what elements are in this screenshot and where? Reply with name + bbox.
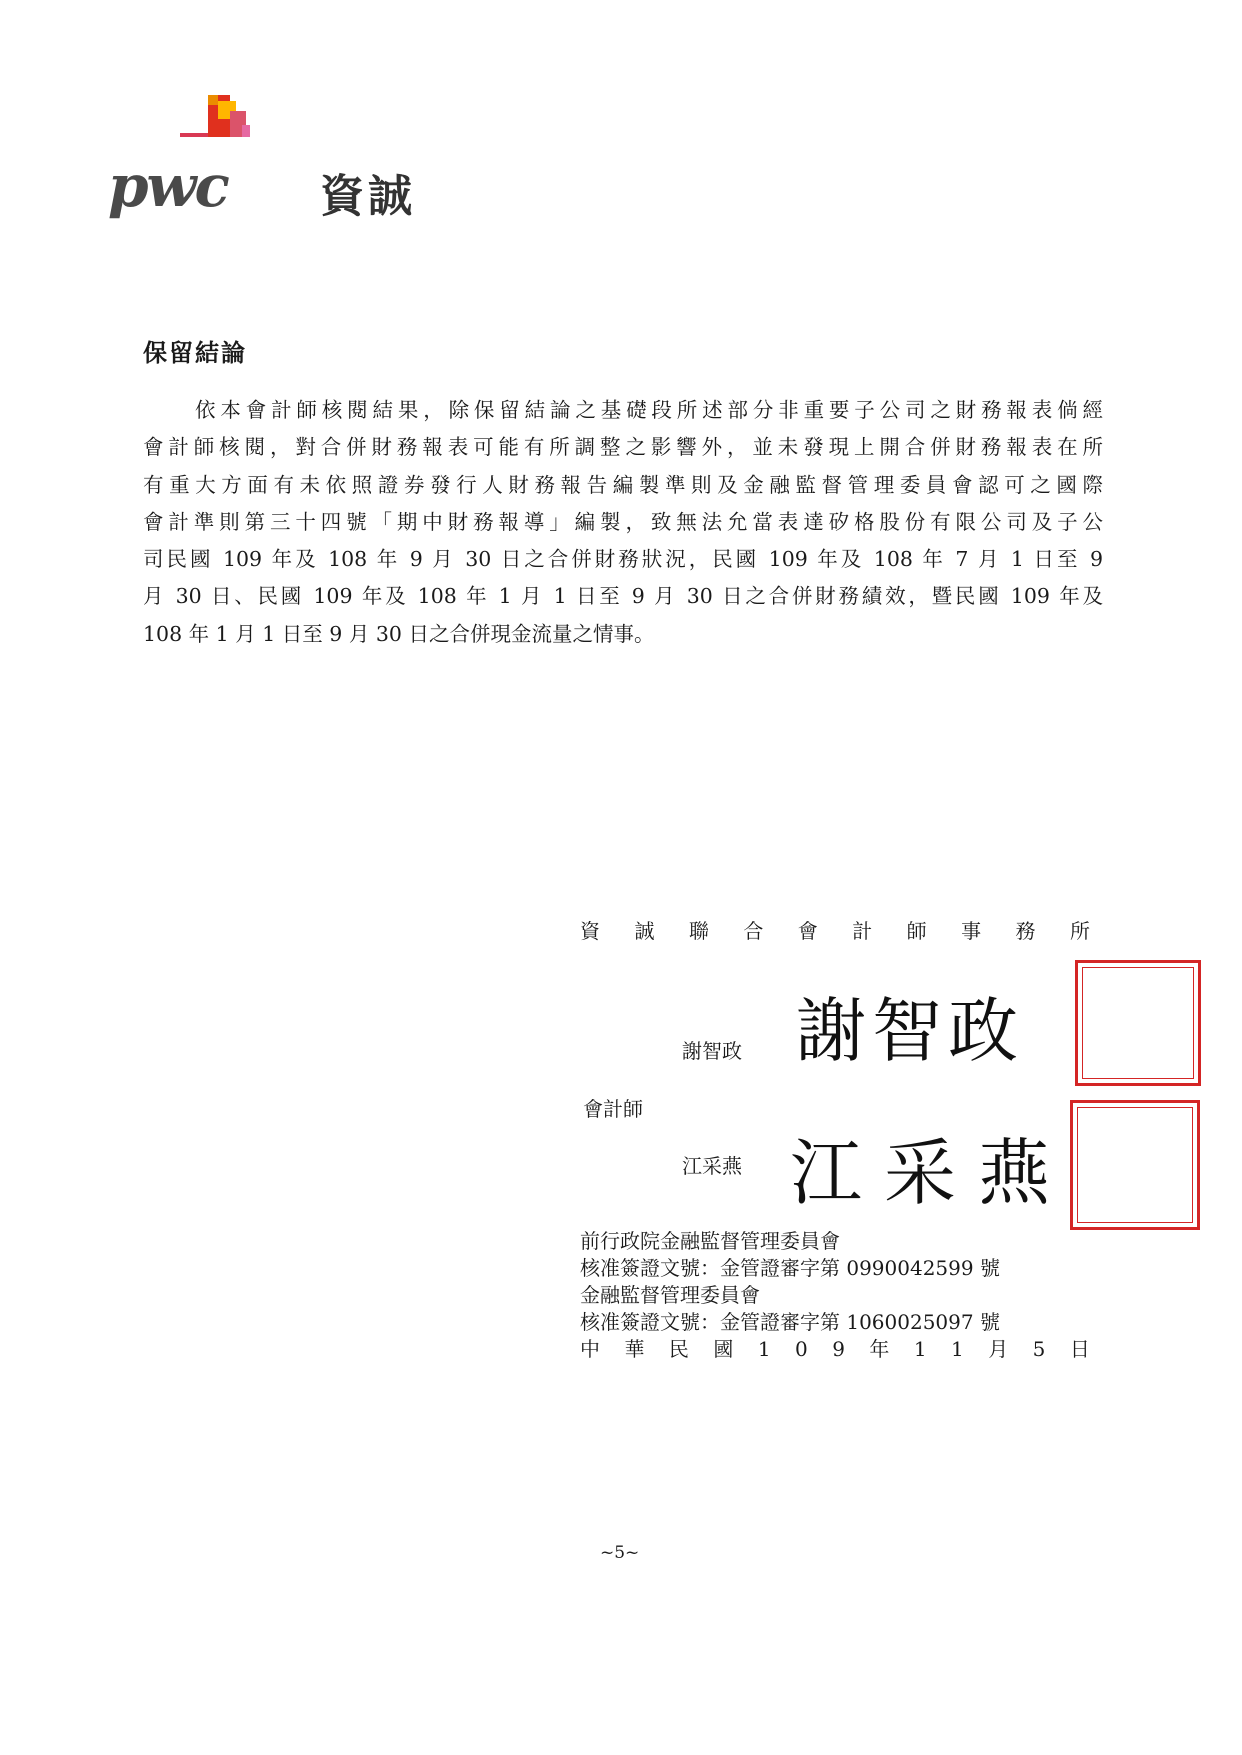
approval-line: 前行政院金融監督管理委員會 [580, 1229, 840, 1253]
report-date: 中 華 民 國 1 0 9 年 1 1 月 5 日 [580, 1337, 1090, 1361]
handwritten-signature-2: 江采燕 [790, 1131, 1073, 1215]
paragraph-line: 會計師核閱，對合併財務報表可能有所調整之影響外，並未發現上開合併財務報表在所 [143, 435, 1103, 460]
paragraph-line: 會計準則第三十四號「期中財務報導」編製，致無法允當表達矽格股份有限公司及子公 [143, 509, 1103, 534]
signer-name-2: 江采燕 [682, 1154, 742, 1178]
paragraph-line: 司民國 109 年及 108 年 9 月 30 日之合併財務狀況，民國 109 年及 108 年 7 月 1 日至 9 [143, 547, 1103, 572]
firm-logo-chinese: 資誠 [320, 171, 416, 222]
pwc-logo-mark [180, 95, 270, 147]
official-seal-icon [1070, 1100, 1200, 1230]
approval-line: 核准簽證文號：金管證審字第 0990042599 號 [580, 1256, 1000, 1280]
pwc-logo-text: pwc [108, 152, 228, 220]
paragraph-line: 依本會計師核閱結果，除保留結論之基礎段所述部分非重要子公司之財務報表倘經 [195, 398, 1103, 422]
section-heading: 保留結論 [143, 339, 247, 367]
firm-name: 資 誠 聯 合 會 計 師 事 務 所 [580, 919, 1090, 943]
official-seal-icon [1075, 960, 1201, 1086]
approval-line: 金融監督管理委員會 [580, 1283, 760, 1307]
paragraph-line: 月 30 日、民國 109 年及 108 年 1 月 1 日至 9 月 30 日之合併財務績效，暨民國 109 年及 [143, 584, 1103, 609]
conclusion-paragraph [143, 392, 1103, 653]
paragraph-line: 有重大方面有未依照證券發行人財務報告編製準則及金融監督管理委員會認可之國際 [143, 472, 1103, 497]
approval-line: 核准簽證文號：金管證審字第 1060025097 號 [580, 1310, 1000, 1334]
signer-name-1: 謝智政 [682, 1039, 742, 1063]
handwritten-signature-1: 謝智政 [796, 990, 1024, 1072]
approval-info [580, 1228, 1090, 1363]
accountant-label: 會計師 [583, 1097, 643, 1121]
page-number: ~5~ [600, 1543, 640, 1563]
paragraph-line: 108 年 1 月 1 日至 9 月 30 日之合併現金流量之情事。 [143, 621, 655, 646]
